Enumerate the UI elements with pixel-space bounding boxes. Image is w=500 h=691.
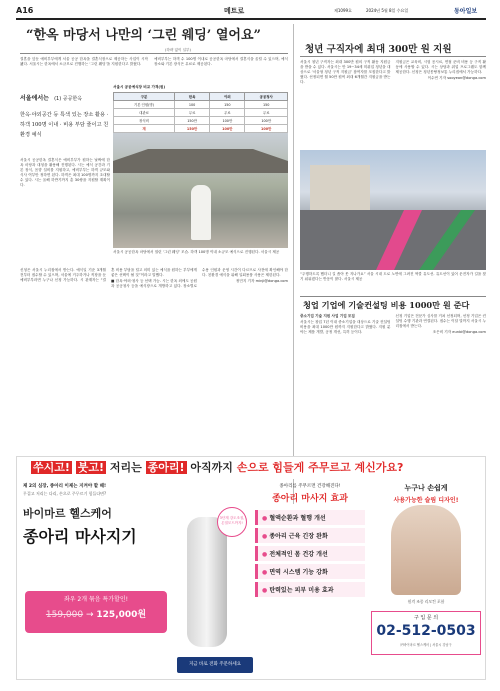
price-table-title: 서울시 공공예식장 비교 가격(원) (113, 85, 166, 89)
article2-body-col1: 서울시 청년 구직자는 최대 300만 원의 구직 활동 지원금을 받을 수 있다. 서울시는 만 19~34세 미취업 청년을 대상으로 ‘서울형 청년 구직 지원금’ 참여자를 모집한다고 밝혔다. 선정되면 월 50만 원씩 최대 6개월간 지원금을 받는다. (300, 60, 391, 84)
ad-right-head: 누구나 손쉽게 (404, 484, 448, 492)
ad-left-panel (23, 483, 173, 673)
price-table-body (114, 101, 288, 133)
price-table-cell: 계 (114, 125, 175, 133)
ad-left-sub: 무겁고 저리는 다리, 손으로 주무르기 힘들다면? (23, 491, 107, 496)
paper-name: 동아일보 (454, 8, 478, 15)
benefit-label: 종아리 근육 긴장 완화 (269, 533, 328, 540)
hanok-roof (113, 143, 288, 173)
header-rule (16, 18, 486, 20)
price-table-cell: 150 (245, 101, 288, 109)
article2-rule (300, 56, 486, 57)
article3-top-rule (300, 296, 486, 297)
article1-body-col3: ■ 한옥·야외·청사 등 선택 가능. 시는 한옥 외에도 공원과 공공청사 등을 예식장으로 개방하고 있다. 장소별로 수용 인원과 운영 시간이 다르므로 사전에 확인해야 한다. 친환경 예식을 위해 일회용품 사용은 제한된다. (111, 268, 288, 288)
photo-caption: 서울시 공공한옥 마당에서 열린 ‘그린 웨딩’ 모습. 하객 100명 이내 소규모 예식으로 진행된다. 서울시 제공 (113, 250, 280, 254)
article1-body-col2: 신청은 서울시 누리집에서 받는다. 예식일 기준 3개월 전부터 접수할 수 있으며, 서울에 거주하거나 직장을 둔 예비부부라면 누구나 신청 가능하다. 시 관계자는 “결혼 비용 부담을 덜고 의미 있는 예식을 원하는 부부에게 좋은 선택이 될 것”이라고 말했다. (20, 268, 197, 282)
price-table-grid (113, 92, 288, 133)
article2-body-col2: 지원금은 교육비, 시험 응시료, 면접 준비 비용 등 구직 활동에 사용할 수 있다. 시는 상담과 취업 프로그램도 함께 제공한다. 신청은 청년몽땅정보통 누리집에서 가능하다. (395, 60, 486, 74)
price-table (113, 85, 288, 133)
benefit-label: 혈액순환과 혈행 개선 (269, 515, 326, 522)
price-table-cell: 100만 (245, 125, 288, 133)
phone-number[interactable]: 02-512-0503 (376, 623, 476, 639)
article1-subhead: (하략 없이 일부) (165, 48, 191, 52)
price-table-cell: 100만 (245, 117, 288, 125)
ad-left-head: 제 2의 심장, 종아리 이제는 지켜야 할 때! (23, 484, 107, 489)
article1-col1 (20, 158, 110, 268)
ad-word-4: 종아리! (147, 461, 185, 474)
check-icon: ● (262, 515, 270, 522)
massager-image (177, 497, 243, 667)
issue-date: 2024년 5월 8일 수요일 (366, 8, 409, 13)
issue-number: 제1099호 (334, 8, 352, 13)
article1-body-block (20, 268, 288, 448)
price-table-cell: 100만 (210, 117, 245, 125)
ad-banner (16, 456, 486, 680)
ad-price-new: 125,000원 (96, 610, 147, 620)
benefit-label: 탄력있는 피부 미용 효과 (269, 587, 334, 594)
ad-cta[interactable]: 지금 바로 전화 주문하세요 (177, 657, 253, 673)
price-table-row (114, 117, 288, 125)
price-table-row (114, 101, 288, 109)
ad-price-head: 좌우 2개 묶음 특가할인! (63, 596, 129, 603)
article1-lead-left: 결혼을 앞둔 예비부부에게 서울 공공 한옥을 결혼식장으로 제공하는 사업이 시작됐다. 서울시는 한옥에서 소규모로 진행하는 ‘그린 웨딩’을 지원한다고 밝혔다. (20, 57, 148, 66)
article1-box (20, 85, 110, 155)
ad-word-2: 붓고! (77, 461, 105, 474)
leg-photo (391, 505, 461, 595)
ad-price-old: 159,000 (45, 610, 84, 620)
benefit-item (255, 564, 365, 579)
arrow-icon: → (85, 610, 94, 620)
road-photo (300, 150, 486, 270)
benefit-item (255, 510, 365, 525)
benefit-label: 전체적인 몸 건강 개선 (269, 551, 328, 558)
article1-box-sub: (1) 공공한옥 (54, 96, 83, 102)
article3-headline: 청업 기업에 기술컨설팅 비용 1000만 원 준다 (303, 300, 470, 310)
price-table-header-cell: 공공청사 (245, 93, 288, 101)
price-table-row (114, 109, 288, 117)
benefit-item (255, 546, 365, 561)
article1-box-title: 서울에서는 (20, 95, 49, 102)
article2-headline: 청년 구직자에 최대 300만 원 지원 (305, 44, 452, 55)
price-table-header-row (114, 93, 288, 101)
company-name: ㈜바이마르 헬스케어 | 서울시 강남구 (400, 643, 452, 647)
phone-label: 구 입 문 의 (413, 615, 439, 621)
article2-byline: 이수연 기자 sooyeon@donga.com (427, 76, 486, 80)
building (310, 165, 370, 210)
article3-subhead: 중소기업 기술 지원 사업 기업 모집 (300, 314, 355, 318)
couple-figure (191, 185, 211, 240)
massager-device (187, 517, 227, 647)
ad-mid-head: 종아리를 주무르면 건강해진다! (279, 484, 341, 489)
benefit-list (255, 510, 365, 597)
ad-word-5: 아직까지 (190, 461, 233, 474)
ad-mid-panel (255, 483, 365, 673)
price-table-cell: 장식비 (114, 117, 175, 125)
price-table-header-cell: 한옥 (174, 93, 209, 101)
ad-top-strip (17, 457, 485, 479)
ad-mid-title: 종아리 마사지 효과 (272, 494, 348, 504)
ad-product-big: 종아리 마사지기 (23, 527, 137, 546)
price-table-cell: 100만 (210, 125, 245, 133)
price-table-row (114, 125, 288, 133)
price-table-cell: 무료 (174, 109, 209, 117)
article1-byline: 정민지 기자 minji@donga.com (235, 279, 288, 283)
massager-badge: 3단계 강도조절, 온열모드까지! (217, 507, 247, 537)
article3-body-col1: 서울시는 창업 7년 이내 중소기업을 대상으로 기술 컨설팅 비용을 최대 1000만 원까지 지원한다고 밝혔다. 지원 분야는 제품 개발, 공정 개선, 특허 등이다. (300, 320, 391, 334)
phone-box[interactable] (371, 611, 481, 655)
check-icon: ● (262, 569, 270, 576)
price-table-cell: 기본 인원(명) (114, 101, 175, 109)
article1-pullquote: 한옥·야외공간 등 특색 있는 장소 활용 · 하객 100명 이내 · 비용 부담 줄이고 친환경 예식 (20, 112, 109, 138)
wedding-photo (113, 133, 288, 248)
ad-product-small: 바이마르 헬스케어 (23, 507, 112, 520)
article3-byline: 조은비 기자 eunbi@donga.com (432, 330, 486, 334)
price-table-cell: 150만 (174, 125, 209, 133)
check-icon: ● (262, 587, 270, 594)
price-table-header-cell: 야외 (210, 93, 245, 101)
price-table-cell: 150만 (174, 117, 209, 125)
section-name: 메트로 (224, 6, 245, 15)
ad-word-1: 쑤시고! (33, 461, 70, 474)
article3-body-col2: 신청 기업은 전문가 심사를 거쳐 선정되며, 선정 기업은 컨설팅 수행 기관과 연결된다. 접수는 이달 말까지 서울시 누리집에서 받는다. (395, 314, 486, 328)
price-table-cell: 무료 (245, 109, 288, 117)
price-table-header-cell: 구분 (114, 93, 175, 101)
price-table-cell: 무료 (210, 109, 245, 117)
ad-price-box (25, 591, 167, 633)
ad-word-6: 손으로 힘들게 주무르고 계신가요? (236, 461, 404, 474)
benefit-item (255, 582, 365, 597)
road-photo-caption: “주행하도록 했더니 길 좁아 못 지나가요” 서울 시내 도로 노면에 그려진 색깔 유도선. 유도선이 있어 운전자가 길을 찾기 쉬워졌다는 반응이 많다. 서울시 제공 (300, 272, 486, 281)
article1-headline: “한옥 마당서 나만의 ‘그린 웨딩’ 열어요” (26, 28, 262, 43)
ad-right-note: 원격 조종 리모컨 포함 (407, 599, 445, 604)
ad-right-panel (371, 483, 481, 673)
article1-rule (20, 53, 288, 54)
benefit-label: 면역 시스템 기능 강화 (269, 569, 328, 576)
page-header (16, 5, 486, 17)
article1-body-col1: 서울시 공공한옥 결혼식은 예비부부가 원하는 날짜에 한옥 마당과 대청을 활용해 진행된다. 시는 예식 공간과 기본 장식, 음향 설비를 지원하고, 예비부부는 하객 규모와 식사 여부만 정하면 된다. 하객은 최대 100명까지 초대할 수 있다. 시는 올해 하반기까지 총 30쌍을 지원할 계획이다. (20, 158, 110, 187)
price-table-cell: 100 (174, 101, 209, 109)
article1-lead-right: 예비부부는 하객 수 100명 이내로 공공한옥 마당에서 결혼식을 올릴 수 있으며, 예식 장소와 기본 장식은 무료로 제공된다. (154, 57, 288, 66)
ad-right-title: 사용가능한 슬림 디자인! (393, 497, 459, 504)
column-divider (293, 24, 294, 504)
check-icon: ● (262, 551, 270, 558)
benefit-item (255, 528, 365, 543)
article3-body (300, 314, 486, 444)
price-table-cell: 150 (210, 101, 245, 109)
page-number: A16 (16, 6, 34, 15)
ad-word-3: 저리는 (109, 461, 142, 474)
check-icon: ● (262, 533, 270, 540)
price-table-cell: 대관료 (114, 109, 175, 117)
